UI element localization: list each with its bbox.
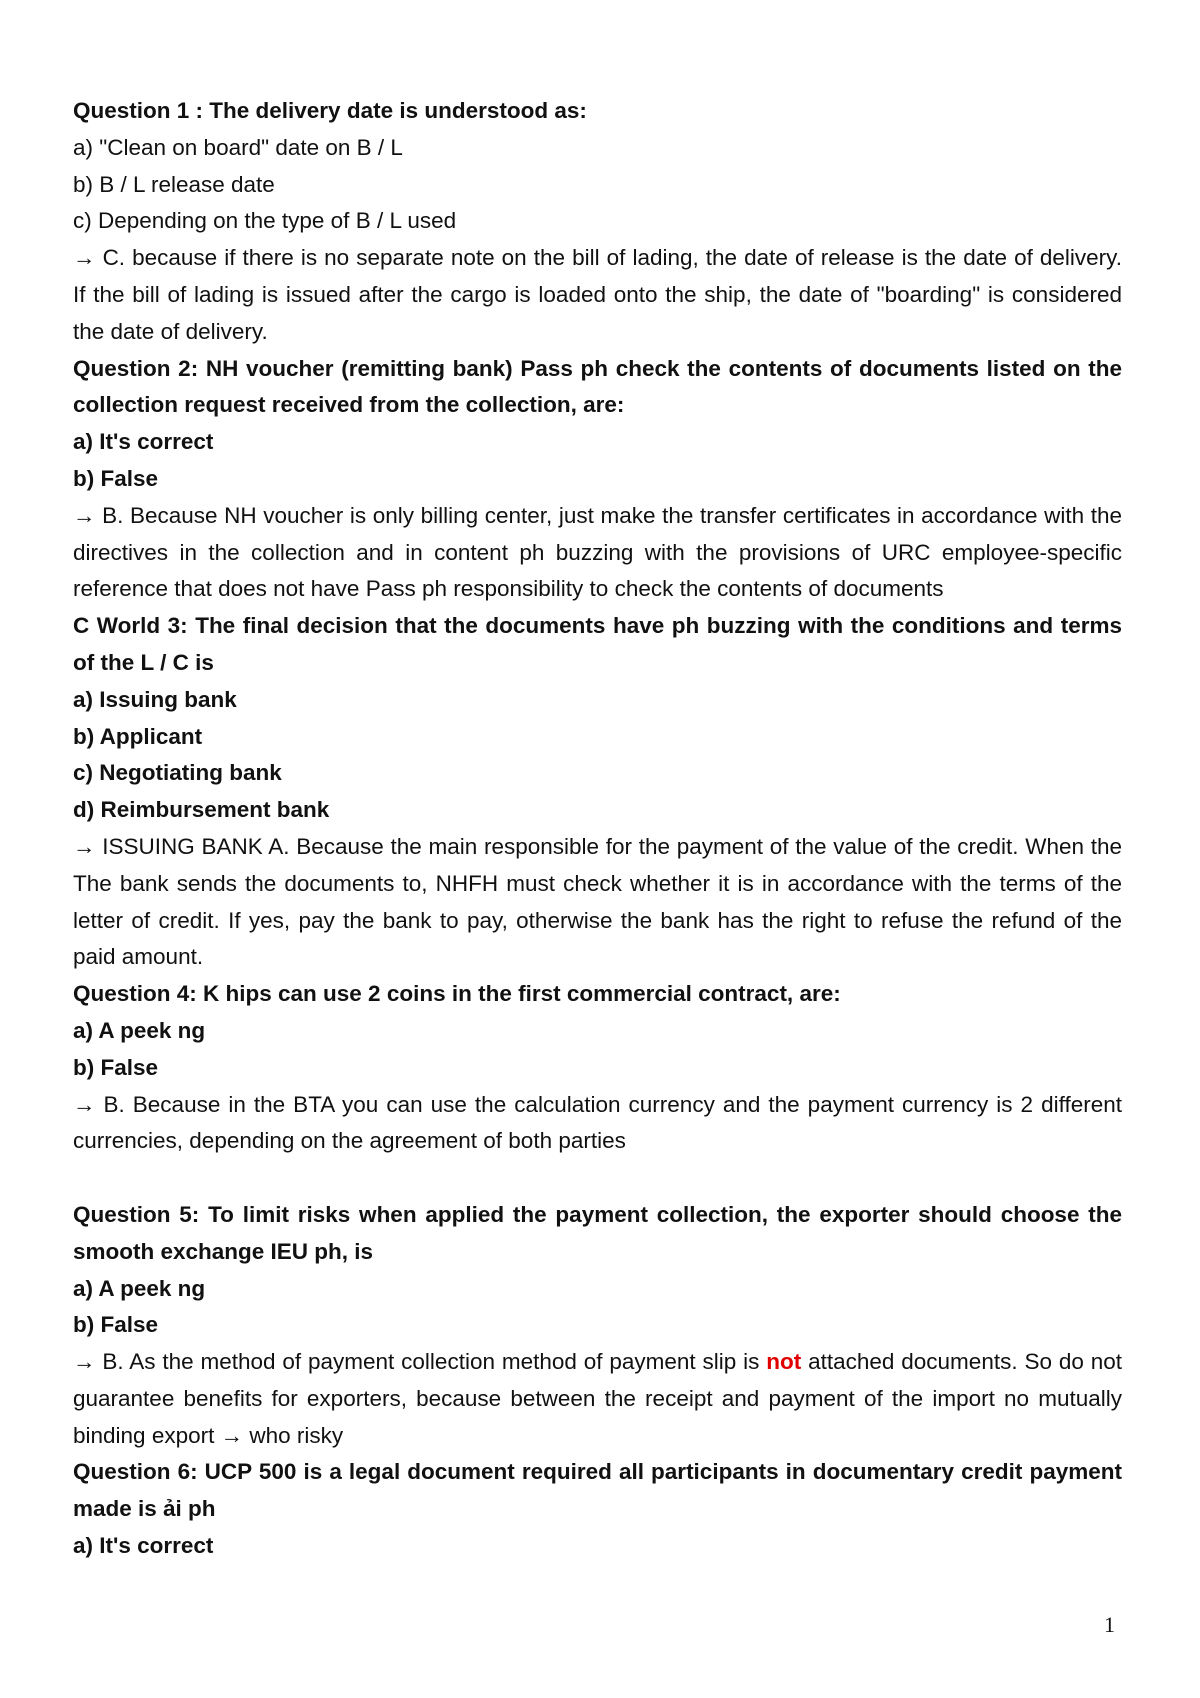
question-2-option-b: b) False	[73, 465, 159, 491]
highlight-not: not	[766, 1349, 802, 1375]
question-2-answer	[73, 498, 1122, 608]
question-6-title: Question 6: UCP 500 is a legal document required all participants in documentary credit payment made is ải ph	[73, 1459, 1122, 1522]
question-3-answer-text: ISSUING BANK A. Because the main responsible for the payment of the value of the credit. When the The bank sends the documents to, NHFH must check whether it is in accordance with the terms of the letter of credit. If yes, pay the bank to pay, otherwise the bank has the right to refuse the refund of the paid amount.	[73, 833, 1122, 970]
question-5-answer-tail: who risky	[243, 1422, 344, 1448]
question-1-answer-text: C. because if there is no separate note on the bill of lading, the date of release is the date of delivery. If the bill of lading is issued after the cargo is loaded onto the ship, the date of "boarding" is considered the date of delivery.	[73, 245, 1122, 344]
blank-line	[73, 1160, 1122, 1197]
question-3-option-d: d) Reimbursement bank	[73, 797, 330, 823]
question-1-option-b: b) B / L release date	[73, 171, 275, 197]
question-5-answer	[73, 1344, 1122, 1454]
question-5-answer-post: attached documents. So do not guarantee benefits for exporters, because between the receipt and payment of the import no mutually binding export	[73, 1349, 1122, 1448]
question-4-option-a: a) A peek ng	[73, 1017, 206, 1043]
question-5-title: Question 5: To limit risks when applied the payment collection, the exporter should choose the smooth exchange IEU ph, is	[73, 1201, 1122, 1264]
question-5-option-a: a) A peek ng	[73, 1275, 206, 1301]
question-5-option-b: b) False	[73, 1312, 159, 1338]
question-1-option-c: c) Depending on the type of B / L used	[73, 208, 457, 234]
question-1-option-a: a) "Clean on board" date on B / L	[73, 134, 403, 160]
question-1-answer	[73, 240, 1122, 350]
question-2-option-a: a) It's correct	[73, 429, 214, 455]
question-3-option-c: c) Negotiating bank	[73, 760, 282, 786]
question-4-title: Question 4: K hips can use 2 coins in the first commercial contract, are:	[73, 981, 841, 1007]
question-5-answer-pre: B. As the method of payment collection method of payment slip is	[102, 1349, 767, 1375]
question-3-answer	[73, 829, 1122, 976]
question-4-answer-text: B. Because in the BTA you can use the calculation currency and the payment currency is 2 different currencies, depending on the agreement of both parties	[73, 1091, 1122, 1154]
question-4-answer	[73, 1087, 1122, 1161]
question-3-option-b: b) Applicant	[73, 723, 203, 749]
question-2-title: Question 2: NH voucher (remitting bank) Pass ph check the contents of documents listed on the collection request received from the collection, are:	[73, 355, 1122, 418]
question-4-option-b: b) False	[73, 1054, 159, 1080]
question-3-title: C World 3: The final decision that the documents have ph buzzing with the conditions and terms of the L / C is	[73, 613, 1122, 675]
arrow-icon: →	[73, 502, 96, 528]
arrow-icon: →	[73, 1091, 96, 1117]
arrow-icon: →	[73, 245, 96, 271]
question-6-option-a: a) It's correct	[73, 1533, 214, 1559]
question-1-title: Question 1 : The delivery date is understood as:	[73, 98, 587, 123]
arrow-icon: →	[220, 1422, 244, 1448]
question-3-option-a: a) Issuing bank	[73, 686, 237, 712]
question-2-answer-text: B. Because NH voucher is only billing center, just make the transfer certificates in accordance with the directives in the collection and in content ph buzzing with the provisions of URC employee-specific reference that does not have Pass ph responsibility to check the contents of documents	[73, 502, 1122, 602]
arrow-icon: →	[73, 833, 96, 859]
arrow-icon: →	[73, 1349, 96, 1375]
page-number: 1	[1104, 1612, 1115, 1637]
document-body	[73, 93, 1122, 1565]
